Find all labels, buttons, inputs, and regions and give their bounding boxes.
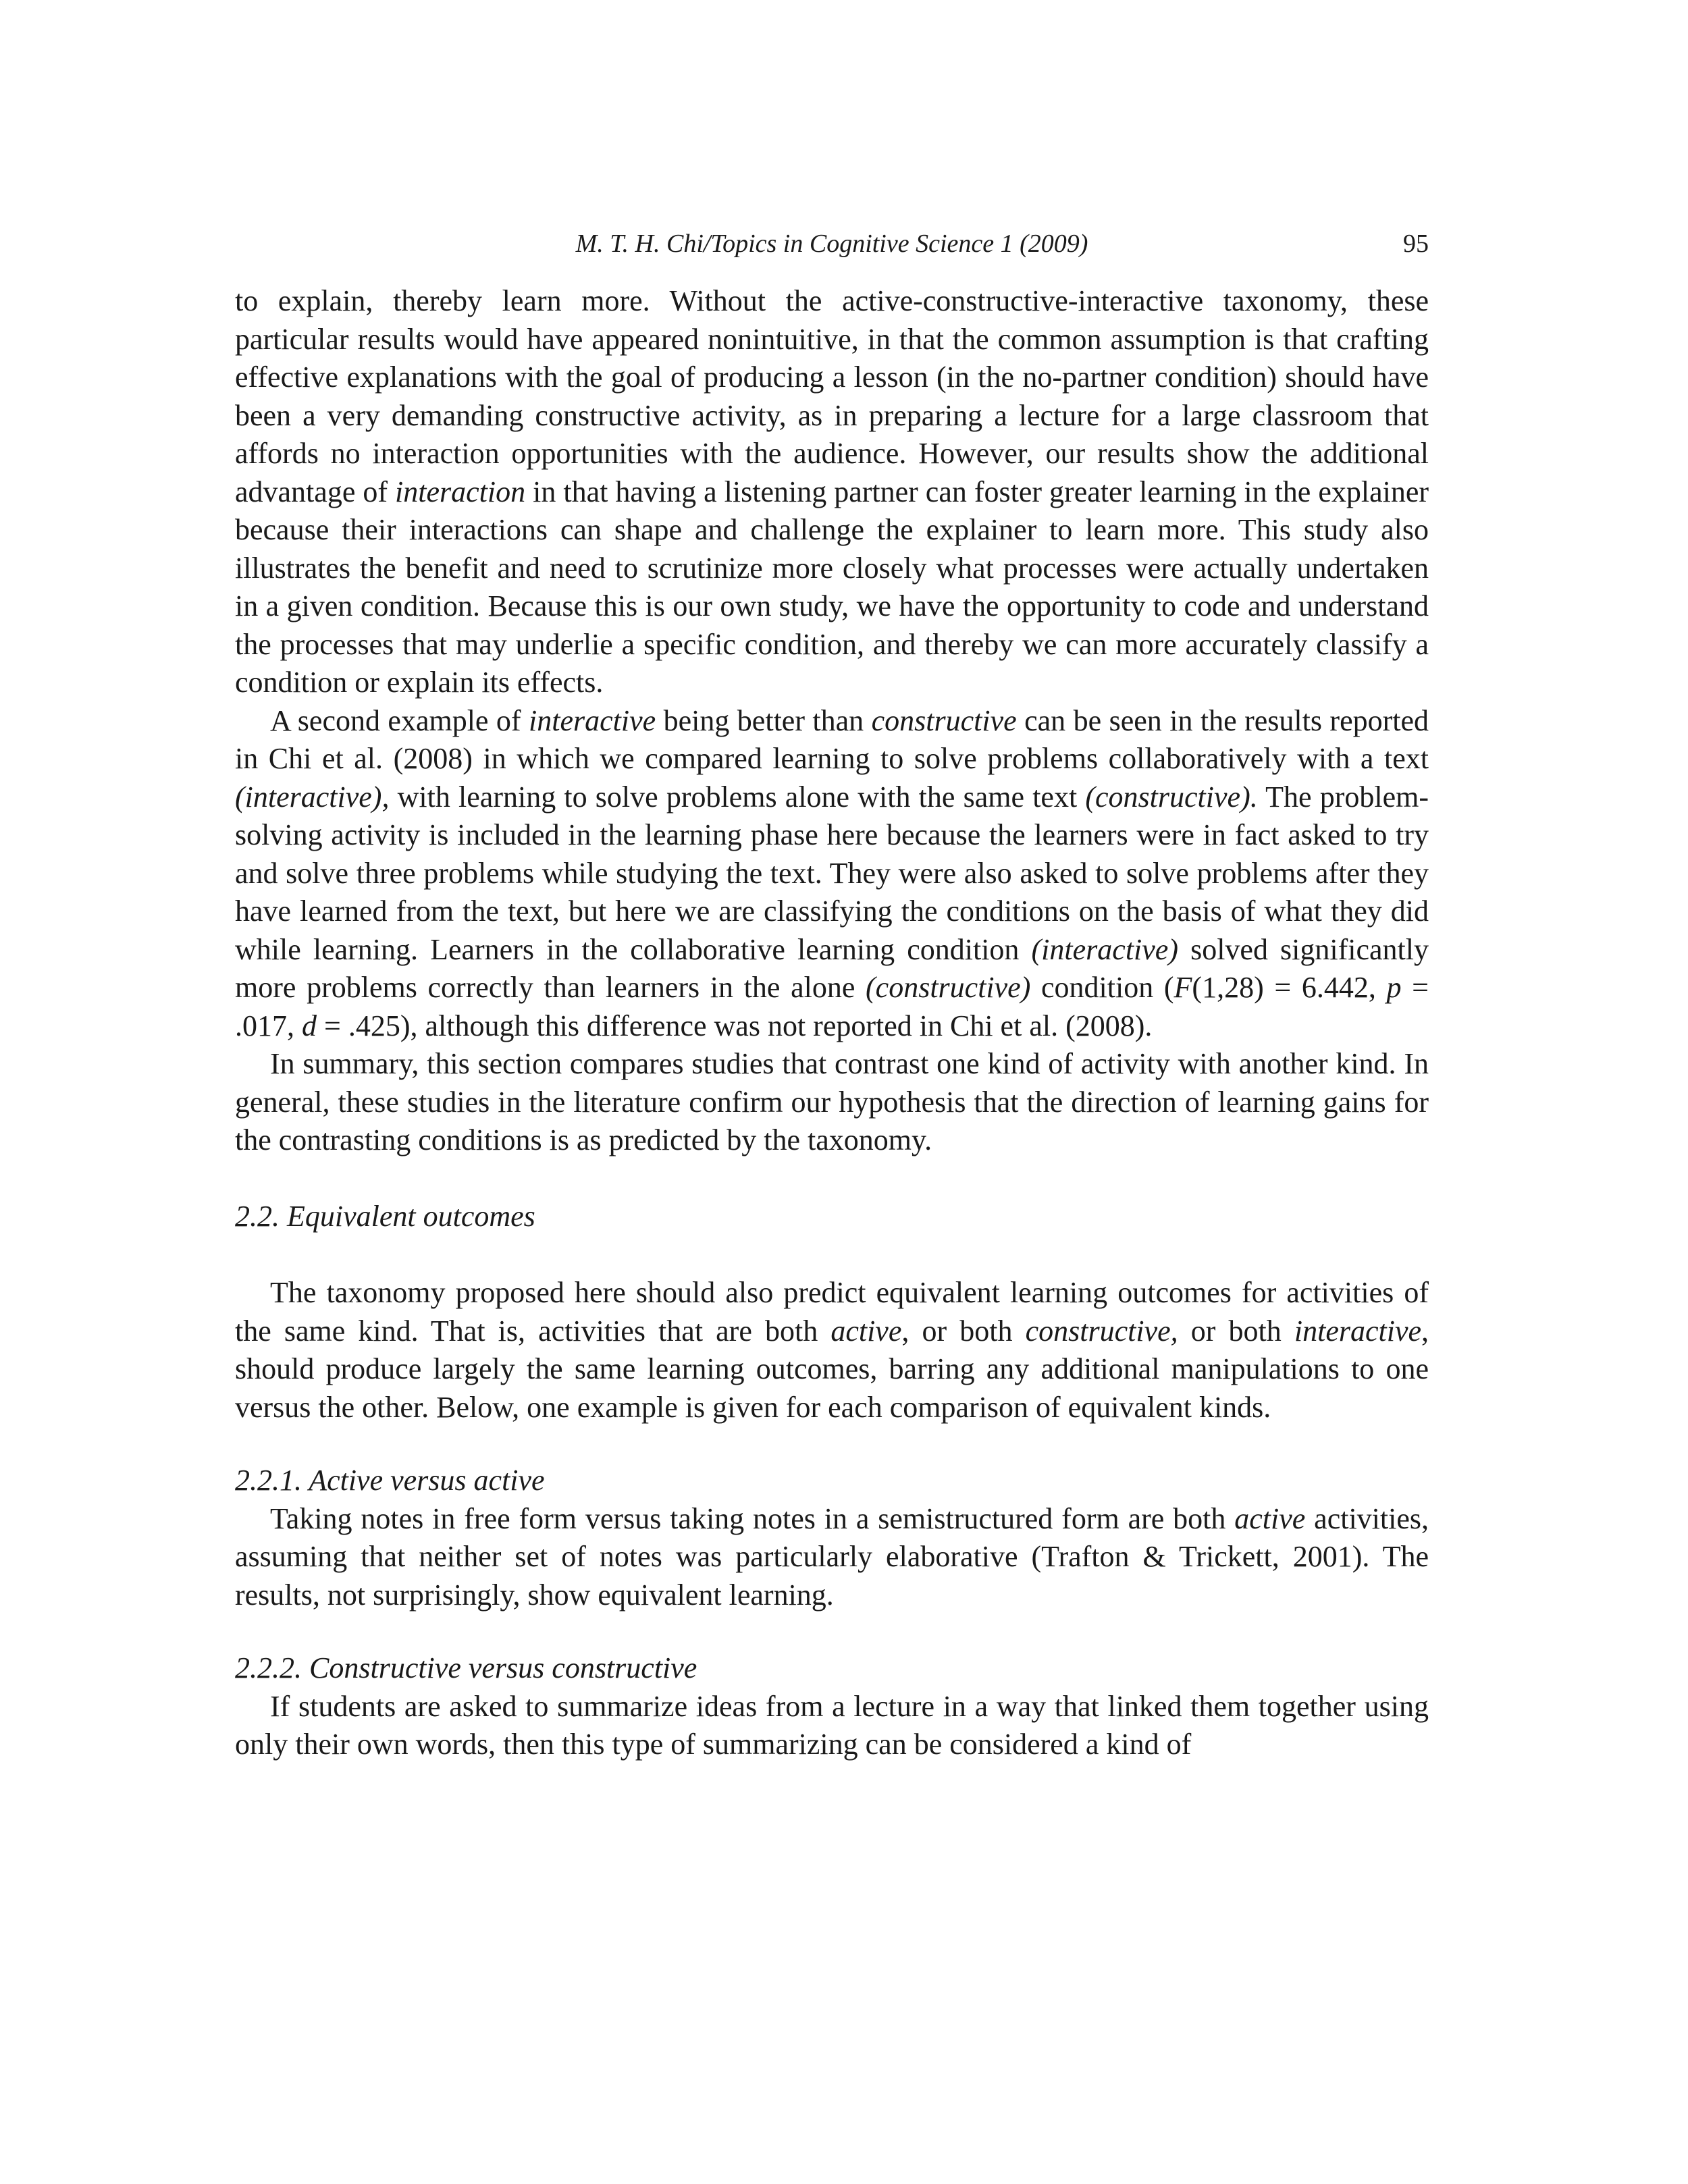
emphasis-text: (interactive): [1031, 932, 1178, 966]
subsection-heading-2-2-2: 2.2.2. Constructive versus constructive: [235, 1651, 697, 1684]
text-run: solved significantly more problems correctly than learners in the alone: [235, 932, 1429, 1004]
text-run: If students are asked to summarize ideas from a lecture in a way that linked them together using only their own words, then this type of summarizing can be considered a kind of: [235, 1689, 1429, 1761]
emphasis-text: constructive,: [1025, 1314, 1178, 1348]
paragraph-active-versus-active: [235, 1500, 1429, 1615]
emphasis-text: (constructive).: [1085, 780, 1258, 814]
subsection-heading-2-2-1: 2.2.1. Active versus active: [235, 1464, 545, 1497]
paragraph-second-example: [235, 702, 1429, 1046]
emphasis-text: d: [302, 1009, 317, 1042]
emphasis-text: p: [1386, 971, 1402, 1004]
text-run: being better than: [663, 703, 864, 737]
emphasis-text: (constructive): [866, 971, 1031, 1004]
text-run: Taking notes in free form versus taking notes in a semistructured form are both: [270, 1501, 1226, 1535]
section-heading-2-2: 2.2. Equivalent outcomes: [235, 1199, 535, 1233]
text-run: = .017,: [235, 971, 1429, 1042]
emphasis-text: active: [830, 1314, 902, 1348]
running-head: [235, 227, 1429, 261]
text-run: , should produce largely the same learning outcomes, barring any additional manipulations to one versus the other. Below, one example is given for each comparison of equivalent kinds.: [235, 1314, 1429, 1424]
emphasis-text: constructive: [871, 703, 1017, 737]
emphasis-text: interactive: [1294, 1314, 1422, 1348]
text-run: (1,28) = 6.442,: [1192, 971, 1376, 1004]
text-run: to explain, thereby learn more. Without the active-constructive-interactive taxonomy, these particular results would have appeared nonintuitive, in that the common assumption is that crafting effective explanations with the goal of producing a lesson (in the no-partner condition) should have been a very demanding constructive activity, as in preparing a lecture for a large classroom that affords no interaction opportunities with the audience. However, our results show the additional advantage of: [235, 284, 1429, 508]
emphasis-text: active: [1234, 1501, 1306, 1535]
text-run: A second example of: [270, 703, 521, 737]
text-run: activities, assuming that neither set of notes was particularly elaborative (Trafton & Trickett, 2001). The results, not surprisingly, show equivalent learning.: [235, 1501, 1429, 1612]
text-run: The taxonomy proposed here should also predict equivalent learning outcomes for activities of the same kind. That is, activities that are both: [235, 1276, 1429, 1348]
emphasis-text: interactive: [529, 703, 656, 737]
text-run: = .425), although this difference was not reported in Chi et al. (2008).: [324, 1009, 1153, 1042]
text-run: , or both: [901, 1314, 1013, 1348]
paragraph-constructive-versus-constructive: [235, 1688, 1429, 1764]
running-head-title: M. T. H. Chi/Topics in Cognitive Science 1 (2009): [575, 230, 1088, 258]
text-run: In summary, this section compares studies that contrast one kind of activity with another kind. In general, these studies in the literature confirm our hypothesis that the direction of learning gains for the contrasting conditions is as predicted by the taxonomy.: [235, 1047, 1429, 1156]
text-run: in that having a listening partner can foster greater learning in the explainer because their interactions can shape and challenge the explainer to learn more. This study also illustrates the benefit and need to scrutinize more closely what processes were actually undertaken in a given condition. Because this is our own study, we have the opportunity to code and understand the processes that may underlie a specific condition, and thereby we can more accurately classify a condition or explain its effects.: [235, 475, 1429, 699]
paragraph-equivalent-outcomes: [235, 1274, 1429, 1427]
text-run: or both: [1190, 1314, 1282, 1348]
text-run: with learning to solve problems alone with the same text: [397, 780, 1078, 814]
text-run: condition (: [1041, 971, 1174, 1004]
page-number: 95: [1403, 230, 1429, 258]
text-run: can be seen in the results reported in Chi et al. (2008) in which we compared learning to solve problems collaboratively with a text: [235, 703, 1429, 775]
text-run: The problem-solving activity is included in the learning phase here because the learners were in fact asked to try and solve three problems while studying the text. They were also asked to solve problems after they have learned from the text, but here we are classifying the conditions on the basis of what they did while learning. Learners in the collaborative learning condition: [235, 780, 1429, 966]
emphasis-text: (interactive),: [235, 780, 390, 814]
emphasis-text: F: [1173, 971, 1192, 1004]
paragraph-continued: [235, 282, 1429, 702]
body-text: [235, 282, 1429, 1764]
paragraph-summary: [235, 1045, 1429, 1160]
emphasis-text: interaction: [395, 475, 526, 508]
